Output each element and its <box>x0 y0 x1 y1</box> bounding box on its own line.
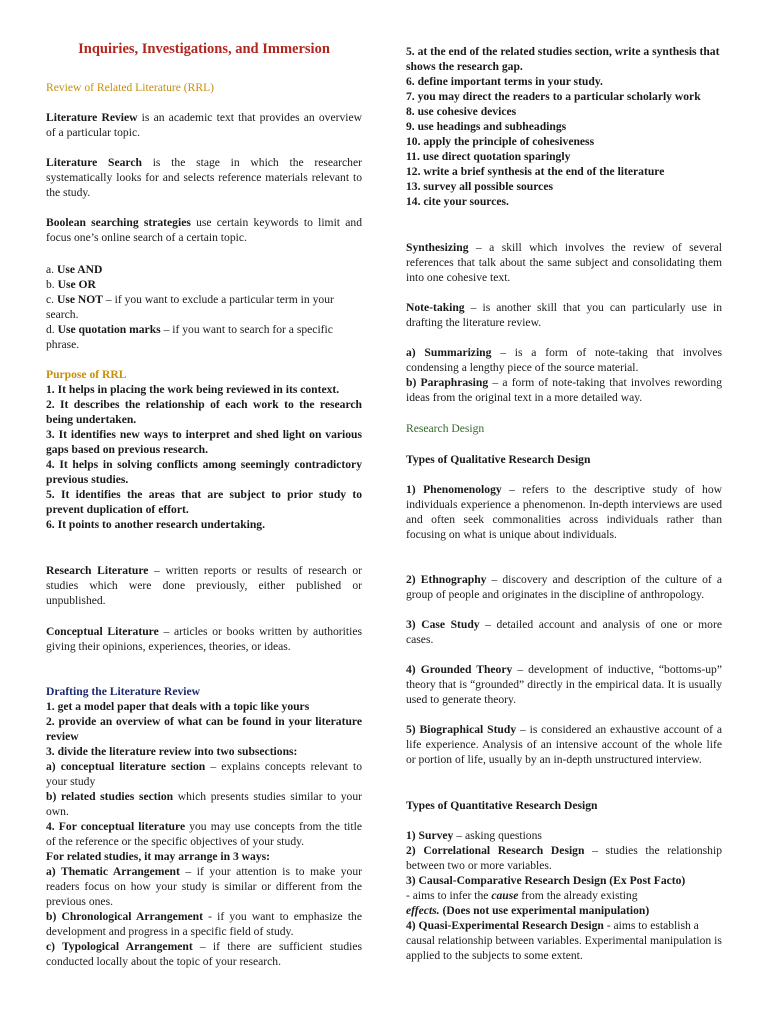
qualitative-item: 5) Biographical Study – is considered an exhaustive account of a life experience. Analysis of an intensive account of the whole life or portion of life, usually by an in-depth unstructured interview. <box>406 723 722 766</box>
drafting-list <box>46 699 362 969</box>
term: Synthesizing <box>406 241 469 254</box>
list-item: 2. provide an overview of what can be found in your literature review <box>46 715 362 743</box>
list-item-detail: effects. (Does not use experimental manipulation) <box>406 904 650 917</box>
list-item: a) Thematic Arrangement – if your attention is to make your readers focus on how your study is similar or different from the previous ones. <box>46 865 363 908</box>
list-item: a) conceptual literature section – explains concepts relevant to your study <box>46 760 362 788</box>
list-item: 1) Survey – asking questions <box>406 829 542 842</box>
list-item: 3. It identifies new ways to interpret and shed light on various gaps based on previous research. <box>46 428 362 456</box>
list-item: b) Paraphrasing – a form of note-taking that involves rewording ideas from the original text in a more detailed way. <box>406 376 722 404</box>
conceptual-literature-definition <box>46 624 362 654</box>
list-item-detail: - aims to infer the cause from the already existing <box>406 889 638 902</box>
term: Research Literature <box>46 564 149 577</box>
list-item: b) Chronological Arrangement - if you want to emphasize the development and progress in a specific field of study. <box>46 910 362 938</box>
definition: – written reports or results of research or studies which were done previously, either published or unpublished. <box>46 564 363 607</box>
purpose-list <box>46 382 362 532</box>
literature-search-definition <box>46 155 362 200</box>
boolean-definition <box>46 215 362 245</box>
qualitative-item: 2) Ethnography – discovery and description of the culture of a group of people and originates in the discipline of anthropology. <box>406 573 722 601</box>
term: Literature Search <box>46 156 142 169</box>
list-item: 3) Causal-Comparative Research Design (Ex Post Facto) <box>406 874 686 887</box>
qualitative-item: 3) Case Study – detailed account and analysis of one or more cases. <box>406 618 722 646</box>
note-taking-definition <box>406 300 722 330</box>
list-item: 10. apply the principle of cohesiveness <box>406 135 595 148</box>
list-item: 12. write a brief synthesis at the end of the literature <box>406 165 665 178</box>
definition: is an academic text that provides an overview of a particular topic. <box>46 111 363 139</box>
note-taking-forms <box>406 345 722 405</box>
list-item: 3. divide the literature review into two subsections: <box>46 745 298 758</box>
boolean-list <box>46 262 362 352</box>
list-item: 8. use cohesive devices <box>406 105 517 118</box>
list-item: c. Use NOT – if you want to exclude a particular term in your search. <box>46 293 334 321</box>
research-literature-definition <box>46 563 362 608</box>
term: Boolean searching strategies <box>46 216 191 229</box>
drafting-heading: Drafting the Literature Review <box>46 685 201 698</box>
list-item: 11. use direct quotation sparingly <box>406 150 571 163</box>
list-item: 5. It identifies the areas that are subject to prior study to prevent duplication of effort. <box>46 488 362 516</box>
qualitative-item: 1) Phenomenology – refers to the descriptive study of how individuals experience a phenomenon. In-depth interviews are used and often seek commonalities across individuals rather than focusing on what is unique about individuals. <box>406 483 723 541</box>
quantitative-heading: Types of Quantitative Research Design <box>406 799 598 812</box>
list-item: b) related studies section which presents studies similar to your own. <box>46 790 362 818</box>
list-item: c) Typological Arrangement – if there are sufficient studies conducted locally about the topic of your research. <box>46 940 362 968</box>
list-item: 13. survey all possible sources <box>406 180 553 193</box>
list-item: 1. get a model paper that deals with a topic like yours <box>46 700 310 713</box>
list-item: b. Use OR <box>46 278 96 291</box>
synthesizing-definition <box>406 240 722 285</box>
research-design-heading: Research Design <box>406 422 485 435</box>
list-item: 5. at the end of the related studies section, write a synthesis that shows the research gap. <box>406 45 720 73</box>
list-item: 2) Correlational Research Design – studies the relationship between two or more variables. <box>406 844 722 872</box>
purpose-heading: Purpose of RRL <box>46 368 127 381</box>
list-item: 4) Quasi-Experimental Research Design - aims to establish a causal relationship between variables. Experimental manipulation is applied to the subjects to some extent. <box>406 919 722 962</box>
list-item: 14. cite your sources. <box>406 195 509 208</box>
list-item: d. Use quotation marks – if you want to search for a specific phrase. <box>46 323 333 351</box>
qualitative-item: 4) Grounded Theory – development of inductive, “bottoms-up” theory that is “grounded” directly in the empirical data. It is usually used to generate theory. <box>406 663 723 706</box>
definition: – is another skill that you can particularly use in drafting the literature review. <box>406 301 722 329</box>
list-item: a) Summarizing – is a form of note-taking that involves condensing a lengthy piece of the source material. <box>406 346 723 374</box>
list-item: 6. It points to another research undertaking. <box>46 518 266 531</box>
list-item: a. Use AND <box>46 263 103 276</box>
definition: – a skill which involves the review of several references that talk about the same subject and consolidating them into one cohesive text. <box>406 241 722 284</box>
list-item: 6. define important terms in your study. <box>406 75 603 88</box>
literature-review-definition <box>46 110 362 140</box>
definition: is the stage in which the researcher systematically looks for and selects reference materials relevant to the study. <box>46 156 362 199</box>
list-item: 2. It describes the relationship of each work to the research being undertaken. <box>46 398 362 426</box>
document-title: Inquiries, Investigations, and Immersion <box>78 41 330 57</box>
rrl-heading: Review of Related Literature (RRL) <box>46 81 215 94</box>
list-item: 1. It helps in placing the work being reviewed in its context. <box>46 383 340 396</box>
term: Literature Review <box>46 111 138 124</box>
qualitative-heading: Types of Qualitative Research Design <box>406 453 591 466</box>
definition: – articles or books written by authorities giving their opinions, experiences, theories, or ideas. <box>46 625 362 653</box>
list-item: 4. It helps in solving conflicts among seemingly contradictory previous studies. <box>46 458 362 486</box>
list-item: 7. you may direct the readers to a particular scholarly work <box>406 90 701 103</box>
drafting-list-continued <box>406 44 722 209</box>
list-item: 4. For conceptual literature you may use concepts from the title of the reference or the specific objectives of your study. <box>46 820 362 848</box>
list-item: 9. use headings and subheadings <box>406 120 567 133</box>
related-ways-label: For related studies, it may arrange in 3 ways: <box>46 850 271 863</box>
quantitative-list <box>406 828 722 963</box>
definition: use certain keywords to limit and focus one’s online search of a certain topic. <box>46 216 362 244</box>
term: Conceptual Literature <box>46 625 159 638</box>
term: Note-taking <box>406 301 465 314</box>
